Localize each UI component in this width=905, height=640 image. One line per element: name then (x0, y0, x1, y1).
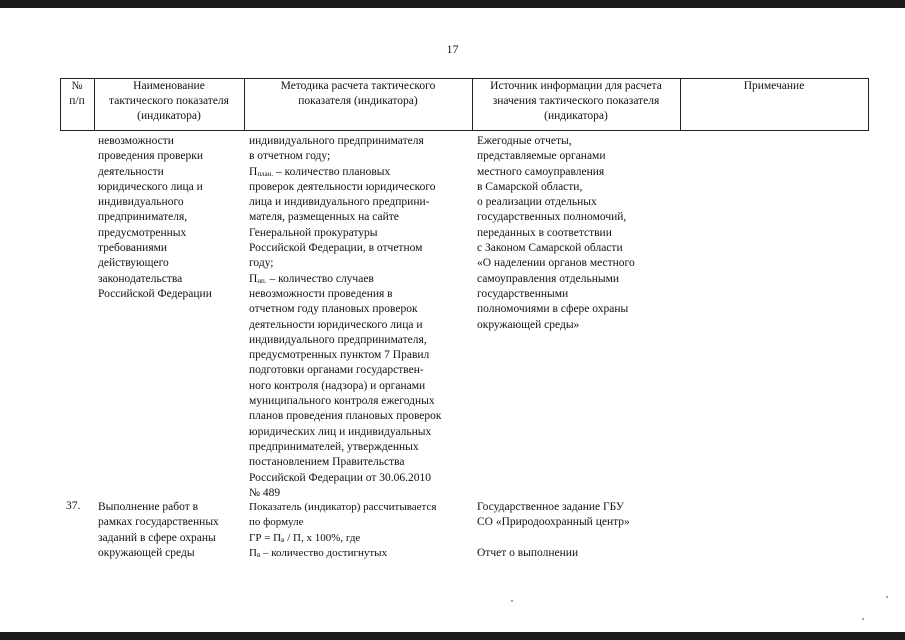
header-number: № п/п (69, 80, 85, 107)
scan-border-top (0, 0, 905, 8)
scan-artifact (511, 600, 513, 602)
header-indicator-name: Наименование тактического показателя (индикатора) (109, 80, 229, 122)
header-note: Примечание (743, 80, 805, 92)
column-divider (868, 78, 869, 131)
scan-border-bottom (0, 632, 905, 640)
header-calculation-method: Методика расчета тактического показателя (индикатора) (280, 80, 436, 107)
indicator-name-cell: невозможности проведения проверки деятельности юридического лица и индивидуального предпринимателя, предусмотренных требованиями действующего законодательства Российской Федерации (98, 135, 212, 300)
table-header-bottom-border (60, 130, 868, 131)
page-number: 17 (446, 42, 459, 56)
calculation-method-cell: Показатель (индикатор) рассчитывается по формуле ГР = $П_в$ / П, х 100%, где $П_в$ – количество достигнутых (249, 501, 437, 559)
scan-artifact (886, 596, 888, 598)
scan-artifact (862, 618, 864, 620)
indicator-name-cell: Выполнение работ в рамках государственных заданий в сфере охраны окружающей среды (98, 501, 219, 559)
header-information-source: Источник информации для расчета значения тактического показателя (индикатора) (490, 80, 662, 122)
calculation-method-cell: индивидуального предпринимателя в отчетном году; $П_{план.}$ – количество плановых проверок деятельности юридического лица и индивидуального предприни- мателя, размещенных на сайте Генеральной прокуратуры Российской Федерации, в отчетном году; $П_{нп.}$ – количество случаев невозможности проведения в отчетном году плановых проверок деятельности юридического лица и индивидуального предпринимателя, предусмотренных пунктом 7 Правил подготовки органами государствен- ного контроля (надзора) и органами муниципального контроля ежегодных планов проведения плановых проверок юридических лиц и индивидуальных предпринимателей, утвержденных постановлением Правительства Российской Федерации от 30.06.2010 № 489 (249, 135, 442, 499)
information-source-cell: Ежегодные отчеты, представляемые органами местного самоуправления в Самарской области, о реализации отдельных государственных полномочий, переданных в соответствии с Законом Самарской области «О наделении органов местного самоуправления отдельными государственными полномочиями в сфере охраны окружающей среды» (477, 135, 635, 331)
row-number: 37. (66, 500, 81, 512)
information-source-cell: Государственное задание ГБУ СО «Природоохранный центр» Отчет о выполнении (477, 501, 630, 559)
